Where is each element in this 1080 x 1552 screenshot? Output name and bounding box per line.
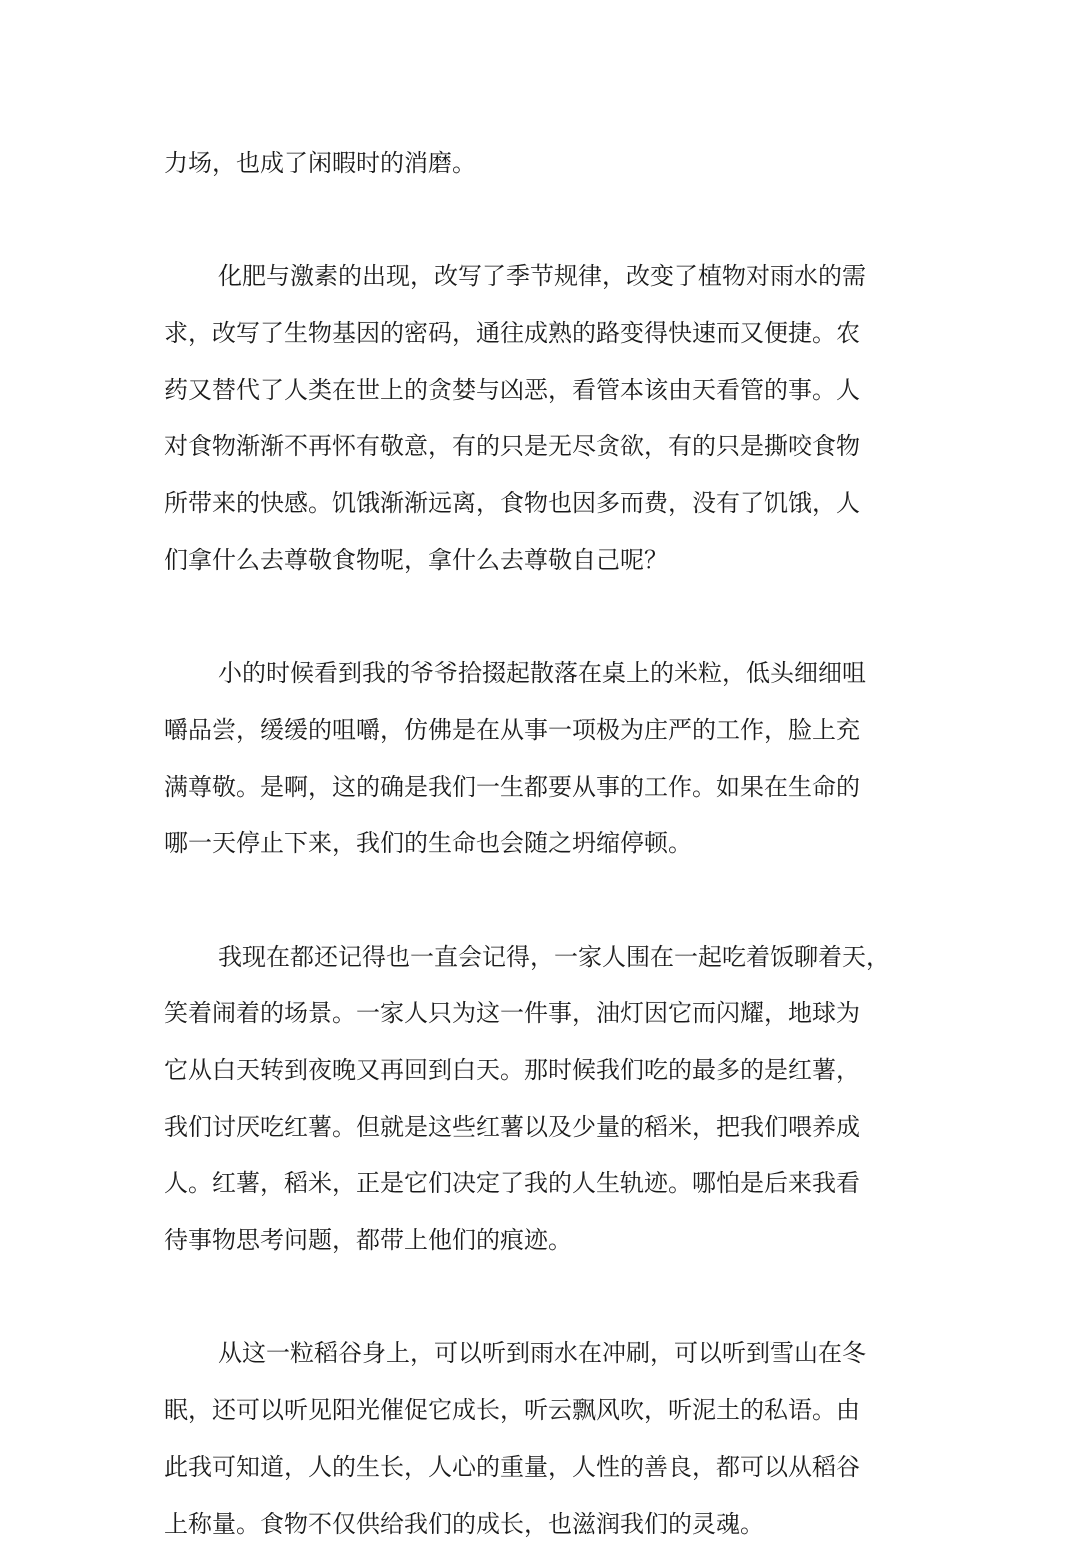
text-line: 求，改写了生物基因的密码，通往成熟的路变得快速而又便捷。农 [164, 305, 904, 362]
text-line: 它从白天转到夜晚又再回到白天。那时候我们吃的最多的是红薯， [164, 1042, 904, 1099]
text-line: 我们讨厌吃红薯。但就是这些红薯以及少量的稻米，把我们喂养成 [164, 1099, 904, 1156]
text-line: 人。红薯，稻米，正是它们决定了我的人生轨迹。哪怕是后来我看 [164, 1155, 904, 1212]
paragraph-2 [164, 248, 904, 588]
text-line: 上称量。食物不仅供给我们的成长，也滋润我们的灵魂。 [164, 1496, 904, 1552]
paragraph-spacer [164, 589, 904, 646]
text-line: 所带来的快感。饥饿渐渐远离，食物也因多而费，没有了饥饿，人 [164, 475, 904, 532]
document-body [164, 135, 904, 1552]
text-line: 对食物渐渐不再怀有敬意，有的只是无尽贪欲，有的只是撕咬食物 [164, 418, 904, 475]
text-line: 此我可知道，人的生长，人心的重量，人性的善良，都可以从稻谷 [164, 1439, 904, 1496]
text-line: 笑着闹着的场景。一家人只为这一件事，油灯因它而闪耀，地球为 [164, 985, 904, 1042]
text-line: 化肥与激素的出现，改写了季节规律，改变了植物对雨水的需 [164, 248, 904, 305]
text-line: 药又替代了人类在世上的贪婪与凶恶，看管本该由天看管的事。人 [164, 362, 904, 419]
paragraph-5 [164, 1325, 904, 1552]
text-line: 哪一天停止下来，我们的生命也会随之坍缩停顿。 [164, 815, 904, 872]
paragraph-spacer [164, 192, 904, 249]
text-line: 们拿什么去尊敬食物呢，拿什么去尊敬自己呢？ [164, 532, 904, 589]
text-line: 嚼品尝，缓缓的咀嚼，仿佛是在从事一项极为庄严的工作，脸上充 [164, 702, 904, 759]
paragraph-3 [164, 645, 904, 872]
paragraph-4 [164, 929, 904, 1269]
text-line: 满尊敬。是啊，这的确是我们一生都要从事的工作。如果在生命的 [164, 759, 904, 816]
text-line: 眠，还可以听见阳光催促它成长，听云飘风吹，听泥土的私语。由 [164, 1382, 904, 1439]
text-line: 力场，也成了闲暇时的消磨。 [164, 135, 904, 192]
text-line: 我现在都还记得也一直会记得，一家人围在一起吃着饭聊着天， [164, 929, 904, 986]
paragraph-1 [164, 135, 904, 192]
text-line: 待事物思考问题，都带上他们的痕迹。 [164, 1212, 904, 1269]
paragraph-spacer [164, 872, 904, 929]
paragraph-spacer [164, 1269, 904, 1326]
text-line: 小的时候看到我的爷爷拾掇起散落在桌上的米粒，低头细细咀 [164, 645, 904, 702]
text-line: 从这一粒稻谷身上，可以听到雨水在冲刷，可以听到雪山在冬 [164, 1325, 904, 1382]
